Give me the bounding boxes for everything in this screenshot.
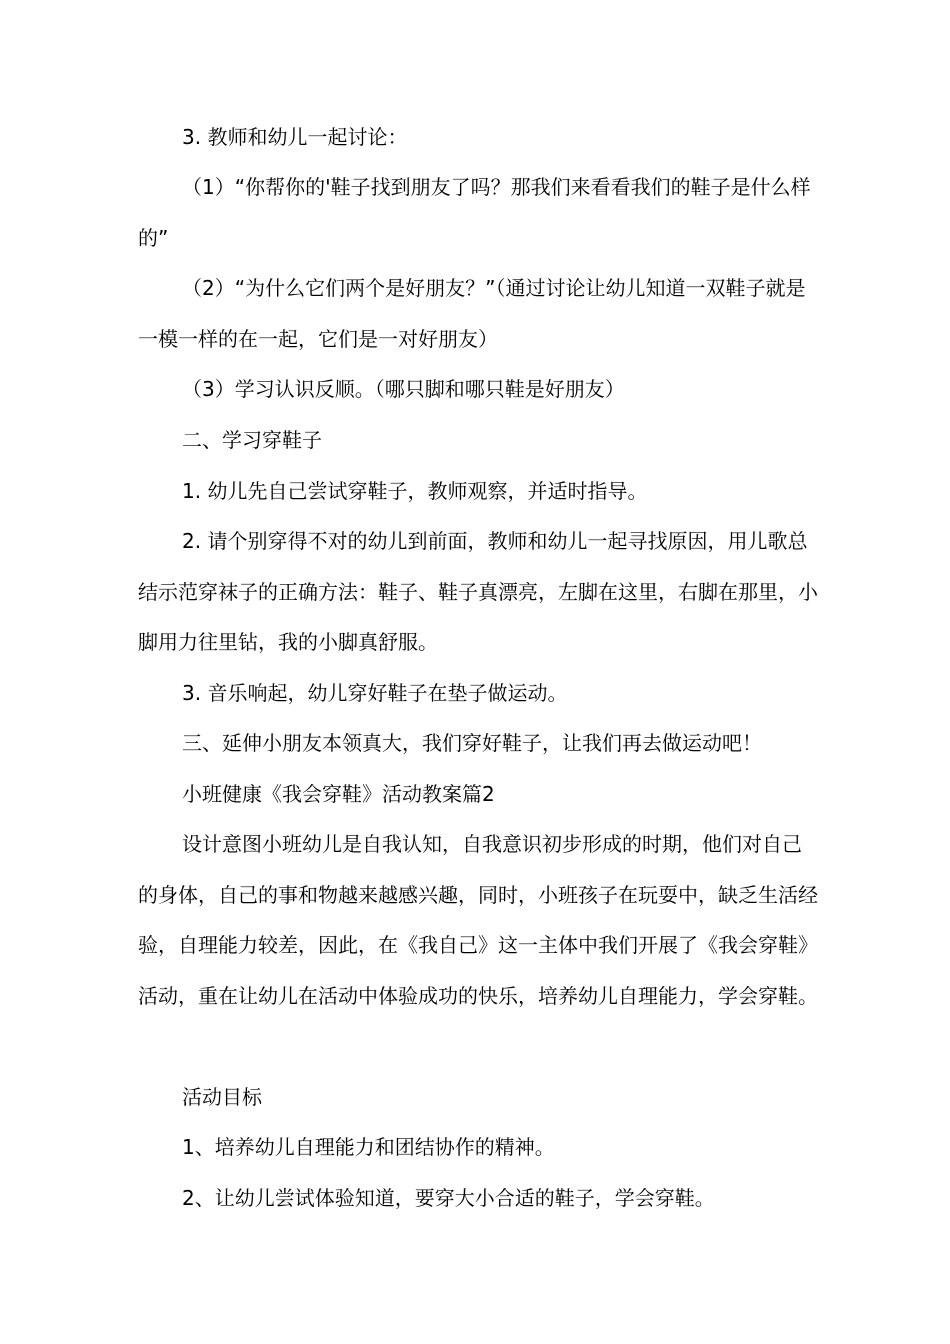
paragraph-step-3: 3. 音乐响起，幼儿穿好鞋子在垫子做运动。 <box>182 681 568 705</box>
paragraph-question-1: （1）“你帮你的'鞋子找到朋友了吗？那我们来看看我们的鞋子是什么样的” <box>138 175 811 250</box>
section-heading-extension: 三、延伸小朋友本领真大，我们穿好鞋子，让我们再去做运动吧！ <box>182 731 762 755</box>
paragraph-step-1: 1. 幼儿先自己尝试穿鞋子，教师观察，并适时指导。 <box>182 479 648 503</box>
lesson-title-2: 小班健康《我会穿鞋》活动教案篇2 <box>182 782 495 806</box>
paragraph-question-3: （3）学习认识反顺。（哪只脚和哪只鞋是好朋友） <box>182 377 625 401</box>
paragraph-design-intent: 设计意图小班幼儿是自我认知，自我意识初步形成的时期，他们对自己的身体，自己的事和物越来越感兴趣，同时，小班孩子在玩耍中，缺乏生活经验，自理能力较差，因此，在《我自己》这一主体中我们开展了《我会穿鞋》活动，重在让幼儿在活动中体验成功的快乐，培养幼儿自理能力，学会穿鞋。 <box>138 832 818 1008</box>
objective-item-2: 2、让幼儿尝试体验知道，要穿大小合适的鞋子，学会穿鞋。 <box>182 1186 715 1210</box>
section-heading-learn-shoes: 二、学习穿鞋子 <box>182 428 322 452</box>
paragraph-question-2: （2）“为什么它们两个是好朋友？”（通过讨论让幼儿知道一双鞋子就是一模一样的在一起，它们是一对好朋友） <box>138 276 806 351</box>
section-heading-objectives: 活动目标 <box>182 1085 262 1109</box>
paragraph-step-2: 2. 请个别穿得不对的幼儿到前面，教师和幼儿一起寻找原因，用儿歌总结示范穿袜子的正确方法：鞋子、鞋子真漂亮，左脚在这里，右脚在那里，小脚用力往里钻，我的小脚真舒服。 <box>138 529 818 654</box>
paragraph-discussion-heading: 3. 教师和幼儿一起讨论： <box>182 125 408 149</box>
objective-item-1: 1、培养幼儿自理能力和团结协作的精神。 <box>182 1135 555 1159</box>
